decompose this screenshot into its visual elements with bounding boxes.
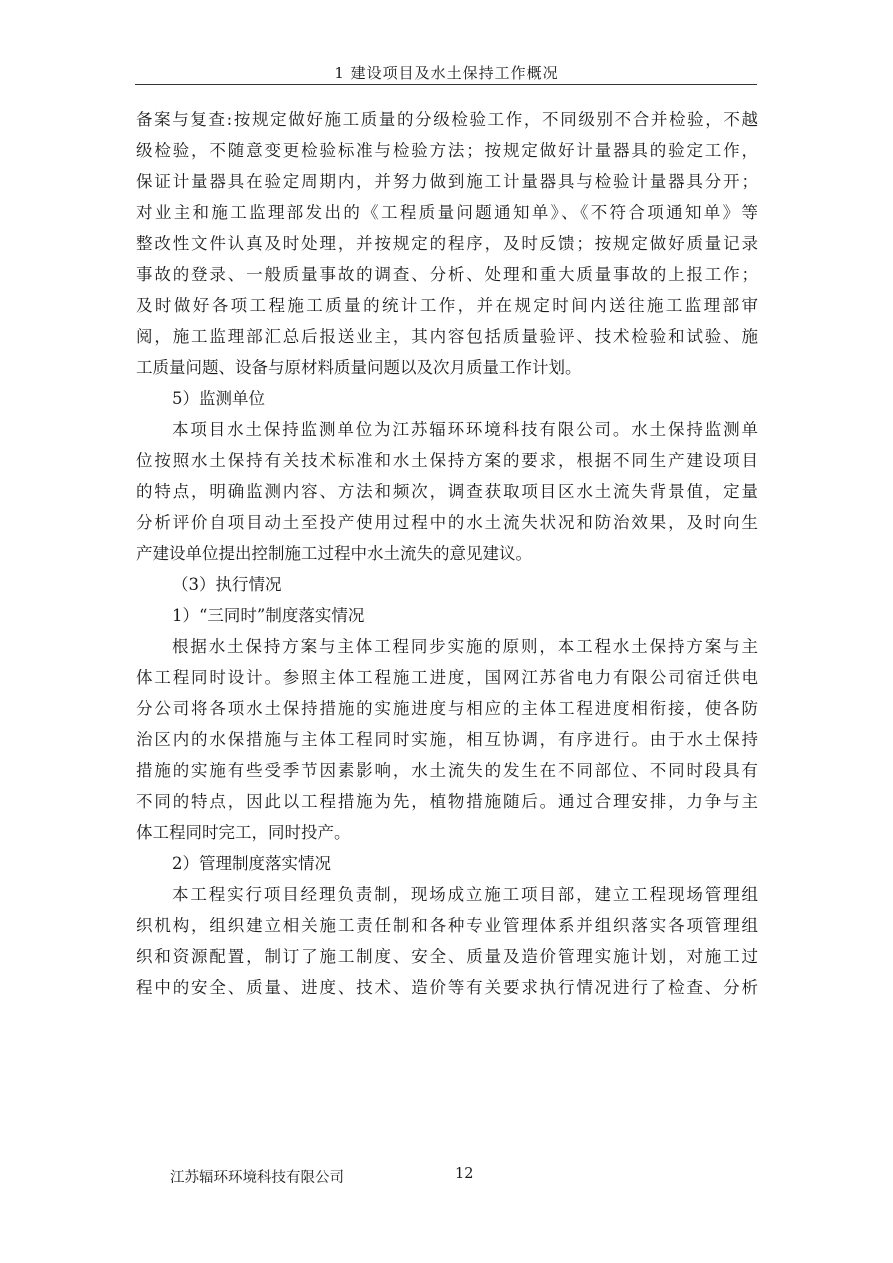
text-line: 本工程实行项目经理负责制，现场成立施工项目部，建立工程现场管理组 [172,885,758,904]
text-line: 产建设单位提出控制施工过程中水土流失的意见建议。 [136,544,532,563]
body-text [136,104,758,1003]
text-line: 整改性文件认真及时处理，并按规定的程序，及时反馈；按规定做好质量记录 [136,234,758,253]
text-line: 级检验，不随意变更检验标准与检验方法；按规定做好计量器具的验定工作， [136,141,758,160]
text-line: 位按照水土保持有关技术标准和水土保持方案的要求，根据不同生产建设项目 [136,451,758,470]
footer-company: 江苏辐环环境科技有限公司 [170,1170,344,1186]
text-line: 不同的特点，因此以工程措施为先，植物措施随后。通过合理安排，力争与主 [136,792,758,811]
section-heading: 2）管理制度落实情况 [172,854,331,873]
text-line: 事故的登录、一般质量事故的调查、分析、处理和重大质量事故的上报工作； [136,265,758,284]
text-line: 备案与复查:按规定做好施工质量的分级检验工作，不同级别不合并检验，不越 [136,110,758,129]
text-line: 的特点，明确监测内容、方法和频次，调查获取项目区水土流失背景值，定量 [136,482,758,501]
text-line: 本项目水土保持监测单位为江苏辐环环境科技有限公司。水土保持监测单 [172,420,758,439]
text-line: 体工程同时完工，同时投产。 [136,823,351,842]
header-rule [135,84,757,85]
text-line: 阅，施工监理部汇总后报送业主，其内容包括质量验评、技术检验和试验、施 [136,327,758,346]
text-line: 工质量问题、设备与原材料质量问题以及次月质量工作计划。 [136,358,582,377]
text-line: 体工程同时设计。参照主体工程施工进度，国网江苏省电力有限公司宿迁供电 [136,668,758,687]
text-line: 保证计量器具在验定周期内，并努力做到施工计量器具与检验计量器具分开； [136,172,758,191]
section-heading: 1）“三同时”制度落实情况 [172,606,365,625]
section-heading: 5）监测单位 [172,389,265,408]
text-line: 织和资源配置，制订了施工制度、安全、质量及造价管理实施计划，对施工过 [136,947,758,966]
page-number: 12 [455,1166,474,1182]
text-line: 治区内的水保措施与主体工程同时实施，相互协调，有序进行。由于水土保持 [136,730,758,749]
section-heading: （3）执行情况 [172,575,282,594]
text-line: 织机构，组织建立相关施工责任制和各种专业管理体系并组织落实各项管理组 [136,916,758,935]
text-line: 及时做好各项工程施工质量的统计工作，并在规定时间内送往施工监理部审 [136,296,758,315]
running-header-title: 1 建设项目及水土保持工作概况 [334,64,559,82]
text-line: 措施的实施有些受季节因素影响，水土流失的发生在不同部位、不同时段具有 [136,761,758,780]
text-line: 程中的安全、质量、进度、技术、造价等有关要求执行情况进行了检查、分析 [136,978,758,997]
text-line: 分公司将各项水土保持措施的实施进度与相应的主体工程进度相衔接，使各防 [136,699,758,718]
text-line: 根据水土保持方案与主体工程同步实施的原则，本工程水土保持方案与主 [172,637,758,656]
text-line: 分析评价自项目动土至投产使用过程中的水土流失状况和防治效果，及时向生 [136,513,758,532]
text-line: 对业主和施工监理部发出的《工程质量问题通知单》、《不符合项通知单》等 [136,203,758,222]
